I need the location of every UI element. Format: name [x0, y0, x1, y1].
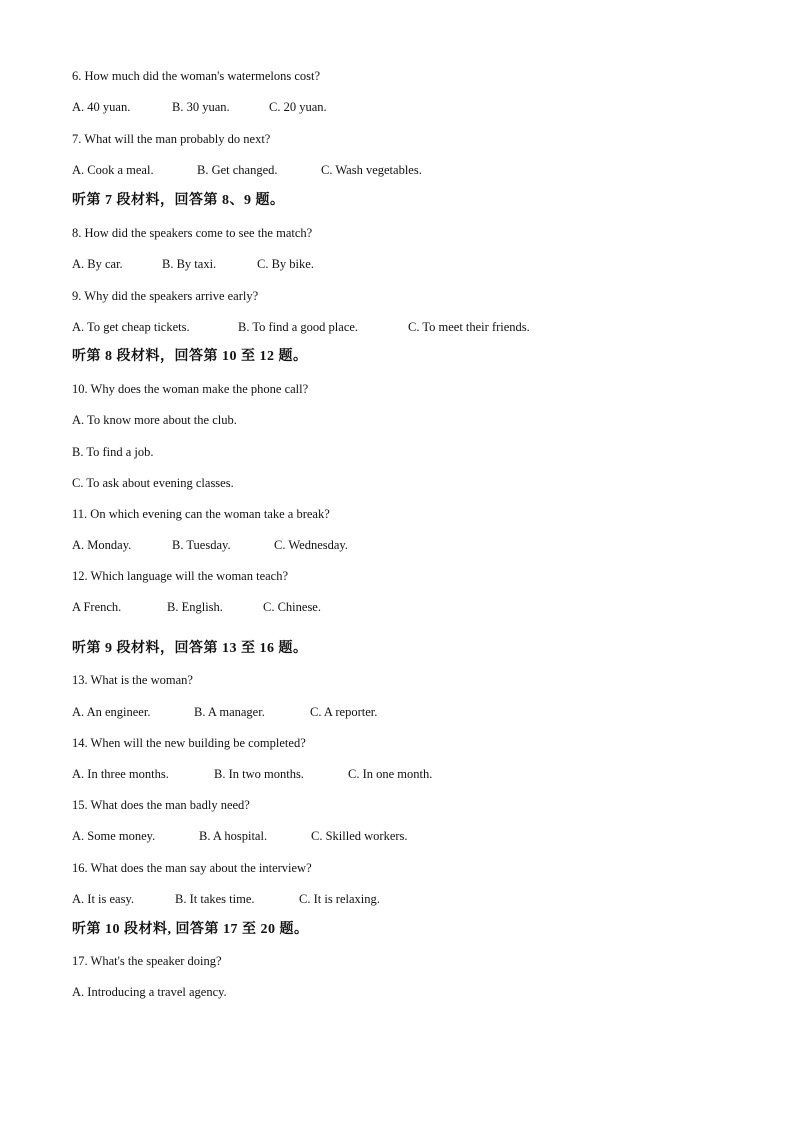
answer-option: A. Monday.	[72, 538, 132, 552]
section-heading: 听第 7 段材料，回答第 8、9 题。	[72, 193, 285, 208]
answer-option: A. To get cheap tickets.	[72, 320, 190, 334]
answer-option: B. Tuesday.	[172, 538, 231, 552]
question-text: 14. When will the new building be completed?	[72, 736, 306, 750]
answer-option: A. Cook a meal.	[72, 163, 154, 177]
answer-option: B. It takes time.	[175, 892, 255, 906]
question-text: 16. What does the man say about the interview?	[72, 861, 312, 875]
answer-option: B. To find a job.	[72, 445, 154, 459]
answer-option: B. To find a good place.	[238, 320, 359, 334]
answer-option: A. It is easy.	[72, 892, 135, 906]
question-text: 12. Which language will the woman teach?	[72, 569, 289, 583]
question-text: 15. What does the man badly need?	[72, 798, 250, 812]
answer-option: A. 40 yuan.	[72, 100, 131, 114]
question-text: 6. How much did the woman's watermelons cost?	[72, 69, 321, 83]
answer-option: C. Wednesday.	[274, 538, 348, 552]
question-text: 13. What is the woman?	[72, 673, 193, 687]
answer-option: C. To ask about evening classes.	[72, 476, 234, 490]
answer-option: B. A hospital.	[199, 829, 268, 843]
section-heading: 听第 10 段材料, 回答第 17 至 20 题。	[72, 922, 309, 937]
answer-option: A. An engineer.	[72, 705, 151, 719]
answer-option: B. Get changed.	[197, 163, 278, 177]
question-text: 8. How did the speakers come to see the match?	[72, 226, 313, 240]
answer-option: C. In one month.	[348, 767, 433, 781]
answer-option: C. Wash vegetables.	[321, 163, 422, 177]
answer-option: B. A manager.	[194, 705, 265, 719]
answer-option: A. Introducing a travel agency.	[72, 985, 227, 999]
answer-option: A. Some money.	[72, 829, 156, 843]
answer-option: C. A reporter.	[310, 705, 378, 719]
question-text: 11. On which evening can the woman take a break?	[72, 507, 330, 521]
answer-option: A. By car.	[72, 257, 123, 271]
answer-option: C. It is relaxing.	[299, 892, 380, 906]
answer-option: C. Skilled workers.	[311, 829, 408, 843]
question-text: 10. Why does the woman make the phone call?	[72, 382, 309, 396]
section-heading: 听第 9 段材料，回答第 13 至 16 题。	[72, 641, 308, 656]
section-heading: 听第 8 段材料，回答第 10 至 12 题。	[72, 349, 308, 364]
question-text: 9. Why did the speakers arrive early?	[72, 289, 259, 303]
answer-option: B. By taxi.	[162, 257, 217, 271]
answer-option: C. To meet their friends.	[408, 320, 530, 334]
answer-option: B. In two months.	[214, 767, 304, 781]
answer-option: A French.	[72, 600, 122, 614]
question-text: 17. What's the speaker doing?	[72, 954, 222, 968]
answer-option: B. 30 yuan.	[172, 100, 230, 114]
answer-option: A. To know more about the club.	[72, 413, 237, 427]
answer-option: C. By bike.	[257, 257, 314, 271]
question-text: 7. What will the man probably do next?	[72, 132, 271, 146]
answer-option: A. In three months.	[72, 767, 169, 781]
answer-option: B. English.	[167, 600, 223, 614]
answer-option: C. Chinese.	[263, 600, 321, 614]
answer-option: C. 20 yuan.	[269, 100, 327, 114]
